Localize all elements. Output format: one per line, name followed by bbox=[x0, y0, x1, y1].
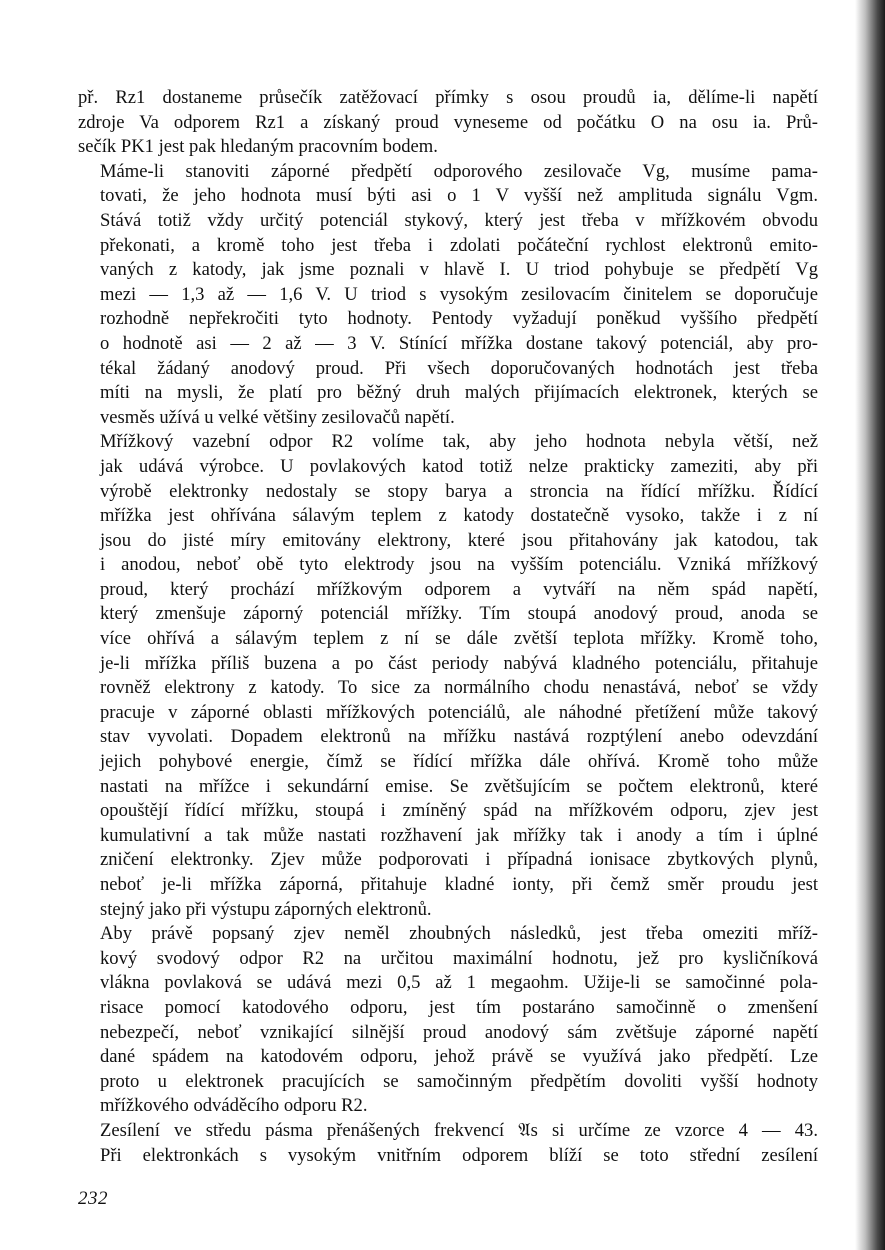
text-line: míti na mysli, že platí pro běžný druh malých přijímacích elektronek, kterých se bbox=[100, 382, 818, 404]
text-line: rovněž elektrony z katody. To sice za normálního chodu nenastává, neboť se vždy bbox=[100, 677, 818, 699]
paragraph bbox=[78, 160, 818, 431]
text-line: kový svodový odpor R2 na určitou maximální hodnotu, jež pro kysličníková bbox=[100, 947, 818, 969]
text-line: proud, který prochází mřížkovým odporem a vytváří na něm spád napětí, bbox=[100, 578, 818, 600]
text-line: i anodou, neboť obě tyto elektrody jsou na vyšším potenciálu. Vzniká mřížkový bbox=[100, 554, 818, 576]
text-line: stejný jako při výstupu záporných elektronů. bbox=[100, 898, 432, 920]
body-text bbox=[78, 86, 818, 1168]
text-line: Zesílení ve středu pásma přenášených frekvencí 𝔄s si určíme ze vzorce 4 — 43. bbox=[100, 1119, 818, 1141]
text-line: Stává totiž vždy určitý potenciál stykový, který jest třeba v mřížkovém obvodu bbox=[100, 209, 818, 231]
text-line: mezi — 1,3 až — 1,6 V. U triod s vysokým zesilovacím činitelem se doporučuje bbox=[100, 283, 818, 305]
paragraph bbox=[78, 1119, 818, 1168]
text-line: zdroje Va odporem Rz1 a získaný proud vyneseme od počátku O na osu ia. Prů- bbox=[78, 111, 818, 133]
text-line: Při elektronkách s vysokým vnitřním odporem blíží se toto střední zesílení bbox=[100, 1144, 818, 1166]
text-line: dané spádem na katodovém odporu, jehož právě se využívá jako předpětí. Lze bbox=[100, 1046, 818, 1068]
text-line: tékal žádaný anodový proud. Při všech doporučovaných hodnotách jest třeba bbox=[100, 357, 818, 379]
text-line: vaných z katody, jak jsme poznali v hlavě I. U triod pohybuje se předpětí Vg bbox=[100, 259, 818, 281]
text-line: nebezpečí, neboť vznikající silnější proud anodový sám zvětšuje záporné napětí bbox=[100, 1021, 818, 1043]
text-line: př. Rz1 dostaneme průsečík zatěžovací přímky s osou proudů ia, dělíme-li napětí bbox=[78, 87, 818, 108]
paragraph bbox=[78, 86, 818, 160]
text-line: opouštějí řídící mřížku, stoupá i zmíněný spád na mřížkovém odporu, zjev jest bbox=[100, 800, 818, 822]
text-line: mřížka jest ohřívána sálavým teplem z katody dostatečně vysoko, takže i z ní bbox=[100, 505, 818, 527]
text-line: Aby právě popsaný zjev neměl zhoubných následků, jest třeba omeziti mříž- bbox=[100, 923, 818, 945]
text-line: který zmenšuje záporný potenciál mřížky. Tím stoupá anodový proud, anoda se bbox=[100, 603, 818, 625]
text-line: vesměs užívá u velké většiny zesilovačů napětí. bbox=[100, 406, 455, 428]
text-line: neboť je-li mřížka záporná, přitahuje kladné ionty, při čemž směr proudu jest bbox=[100, 874, 818, 895]
page-binding-shadow bbox=[855, 0, 885, 1250]
text-line: risace pomocí katodového odporu, jest tím postaráno samočinně o zmenšení bbox=[100, 996, 818, 1018]
text-line: pracuje v záporné oblasti mřížkových potenciálů, ale náhodné přetížení může takový bbox=[100, 701, 818, 723]
text-line: jak udává výrobce. U povlakových katod totiž nelze prakticky zameziti, aby při bbox=[100, 455, 818, 477]
text-line: je-li mřížka příliš buzena a po část periody nabývá kladného potenciálu, přitahuje bbox=[100, 652, 818, 674]
paragraph bbox=[78, 922, 818, 1119]
text-line: proto u elektronek pracujících se samočinným předpětím dovoliti vyšší hodnoty bbox=[100, 1070, 818, 1092]
text-line: nastati na mřížce i sekundární emise. Se zvětšujícím se počtem elektronů, které bbox=[100, 775, 818, 797]
text-line: jsou do jisté míry emitovány elektrony, které jsou přitahovány jak katodou, tak bbox=[100, 529, 818, 551]
page-number: 232 bbox=[78, 1188, 108, 1209]
text-line: vlákna povlaková se udává mezi 0,5 až 1 megaohm. Užije-li se samočinné pola- bbox=[100, 972, 818, 994]
text-line: jejich pohybové energie, čímž se řídící mřížka dále ohřívá. Kromě toho může bbox=[100, 751, 818, 773]
text-line: překonati, a kromě toho jest třeba i zdolati počáteční rychlost elektronů emito- bbox=[100, 234, 818, 256]
text-line: o hodnotě asi — 2 až — 3 V. Stínící mřížka dostane takový potenciál, aby pro- bbox=[100, 332, 818, 354]
text-line: Máme-li stanoviti záporné předpětí odporového zesilovače Vg, musíme pama- bbox=[100, 160, 818, 182]
text-line: zničení elektronky. Zjev může podporovati i případná ionisace zbytkových plynů, bbox=[100, 849, 818, 871]
text-line: Mřížkový vazební odpor R2 volíme tak, aby jeho hodnota nebyla větší, než bbox=[100, 431, 818, 453]
text-line: stav vyvolati. Dopadem elektronů na mřížku nastává rozptýlení anebo odevzdání bbox=[100, 726, 818, 748]
text-line: sečík PK1 jest pak hledaným pracovním bodem. bbox=[78, 136, 438, 158]
text-line: mřížkového odváděcího odporu R2. bbox=[100, 1095, 368, 1117]
paragraph bbox=[78, 430, 818, 922]
text-line: kumulativní a tak může nastati rozžhavení jak mřížky tak i anody a tím i úplné bbox=[100, 824, 818, 846]
text-line: rozhodně nepřekročiti tyto hodnoty. Pentody vyžadují poněkud vyššího předpětí bbox=[100, 308, 818, 330]
text-line: výrobě elektronky nedostaly se stopy barya a stroncia na řídící mřížku. Řídící bbox=[100, 480, 818, 502]
text-line: více ohřívá a sálavým teplem z ní se dále zvětší teplota mřížky. Kromě toho, bbox=[100, 628, 818, 650]
text-line: tovati, že jeho hodnota musí býti asi o 1 V vyšší než amplituda signálu Vgm. bbox=[100, 185, 818, 207]
